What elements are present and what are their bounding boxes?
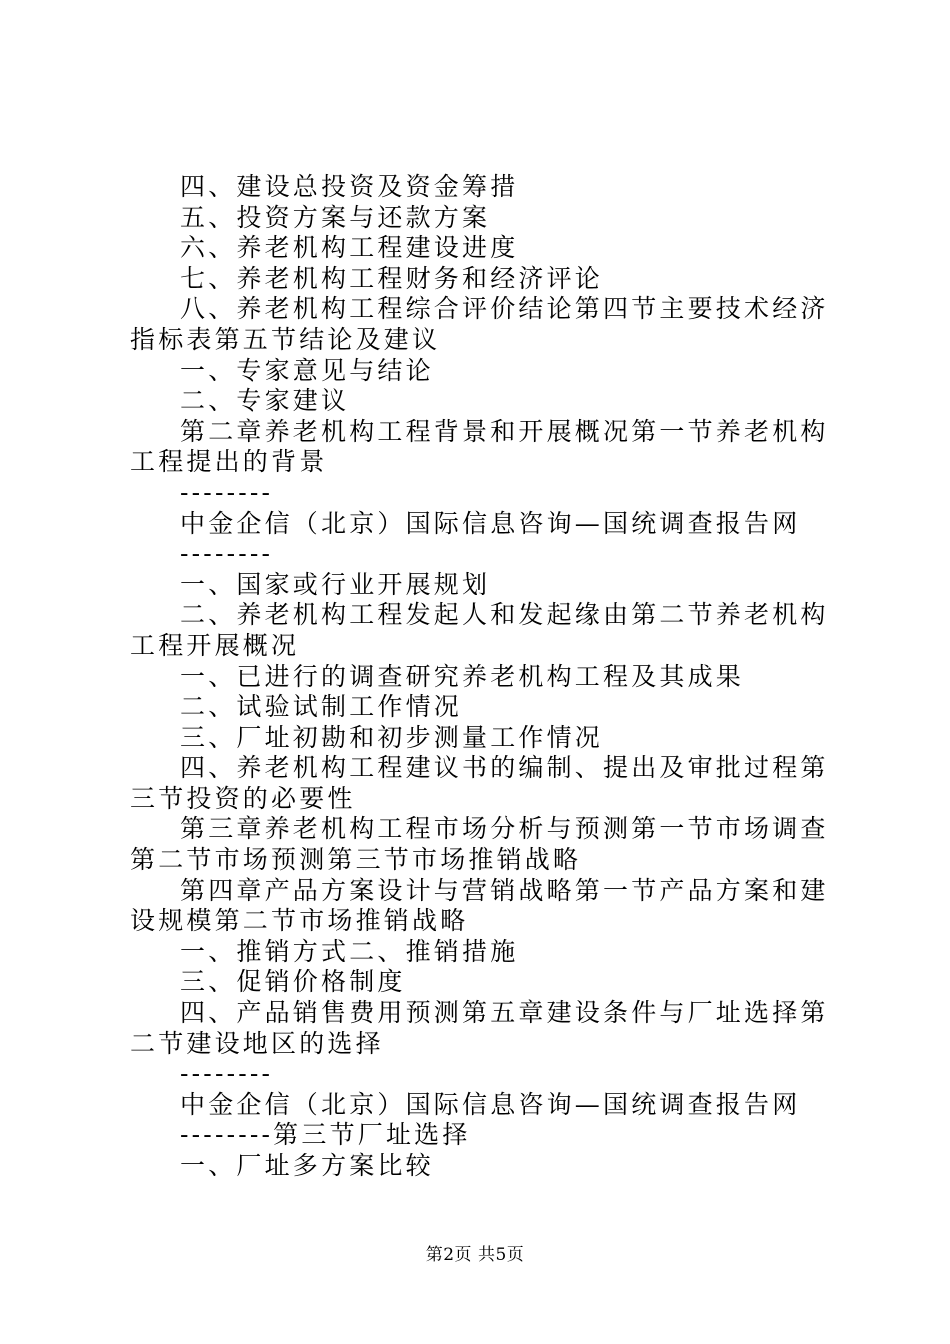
- paragraph: 二、试验试制工作情况: [180, 692, 463, 722]
- paragraph: 四、建设总投资及资金筹措: [180, 172, 519, 201]
- paragraph: 五、投资方案与还款方案: [180, 202, 491, 232]
- paragraph: 一、厂址多方案比较: [180, 1151, 434, 1180]
- paragraph: 三、厂址初勘和初步测量工作情况: [180, 722, 604, 752]
- separator-dashes: --------: [180, 477, 274, 507]
- paragraph: 八、养老机构工程综合评价结论第四节主要技术经济指标表第五节结论及建议: [130, 294, 829, 354]
- paragraph: 一、专家意见与结论: [180, 355, 434, 385]
- paragraph: 六、养老机构工程建设进度: [180, 233, 519, 263]
- separator-dashes: --------: [180, 539, 274, 569]
- paragraph: --------第三节厂址选择: [180, 1120, 471, 1150]
- paragraph: 七、养老机构工程财务和经济评论: [180, 263, 604, 293]
- paragraph: 第三章养老机构工程市场分析与预测第一节市场调查第二节市场预测第三节市场推销战略: [130, 814, 829, 875]
- paragraph: 二、养老机构工程发起人和发起缘由第二节养老机构工程开展概况: [130, 600, 829, 660]
- paragraph: 二、专家建议: [180, 386, 350, 416]
- document-body: [130, 172, 836, 1182]
- paragraph: 四、养老机构工程建议书的编制、提出及审批过程第三节投资的必要性: [130, 753, 829, 813]
- source-banner: 中金企信（北京）国际信息咨询—国统调查报告网: [180, 508, 801, 538]
- paragraph: 第二章养老机构工程背景和开展概况第一节养老机构工程提出的背景: [130, 416, 829, 477]
- page-number: 第2页 共5页: [425, 1245, 525, 1265]
- source-banner: 中金企信（北京）国际信息咨询—国统调查报告网: [180, 1089, 801, 1119]
- paragraph: 第四章产品方案设计与营销战略第一节产品方案和建设规模第二节市场推销战略: [130, 875, 829, 936]
- paragraph: 一、国家或行业开展规划: [180, 569, 491, 599]
- paragraph: 一、已进行的调查研究养老机构工程及其成果: [180, 661, 745, 691]
- paragraph: 四、产品销售费用预测第五章建设条件与厂址选择第二节建设地区的选择: [130, 998, 829, 1058]
- paragraph: 一、推销方式二、推销措施: [180, 936, 519, 966]
- paragraph: 三、促销价格制度: [180, 967, 406, 997]
- separator-dashes: --------: [180, 1059, 274, 1089]
